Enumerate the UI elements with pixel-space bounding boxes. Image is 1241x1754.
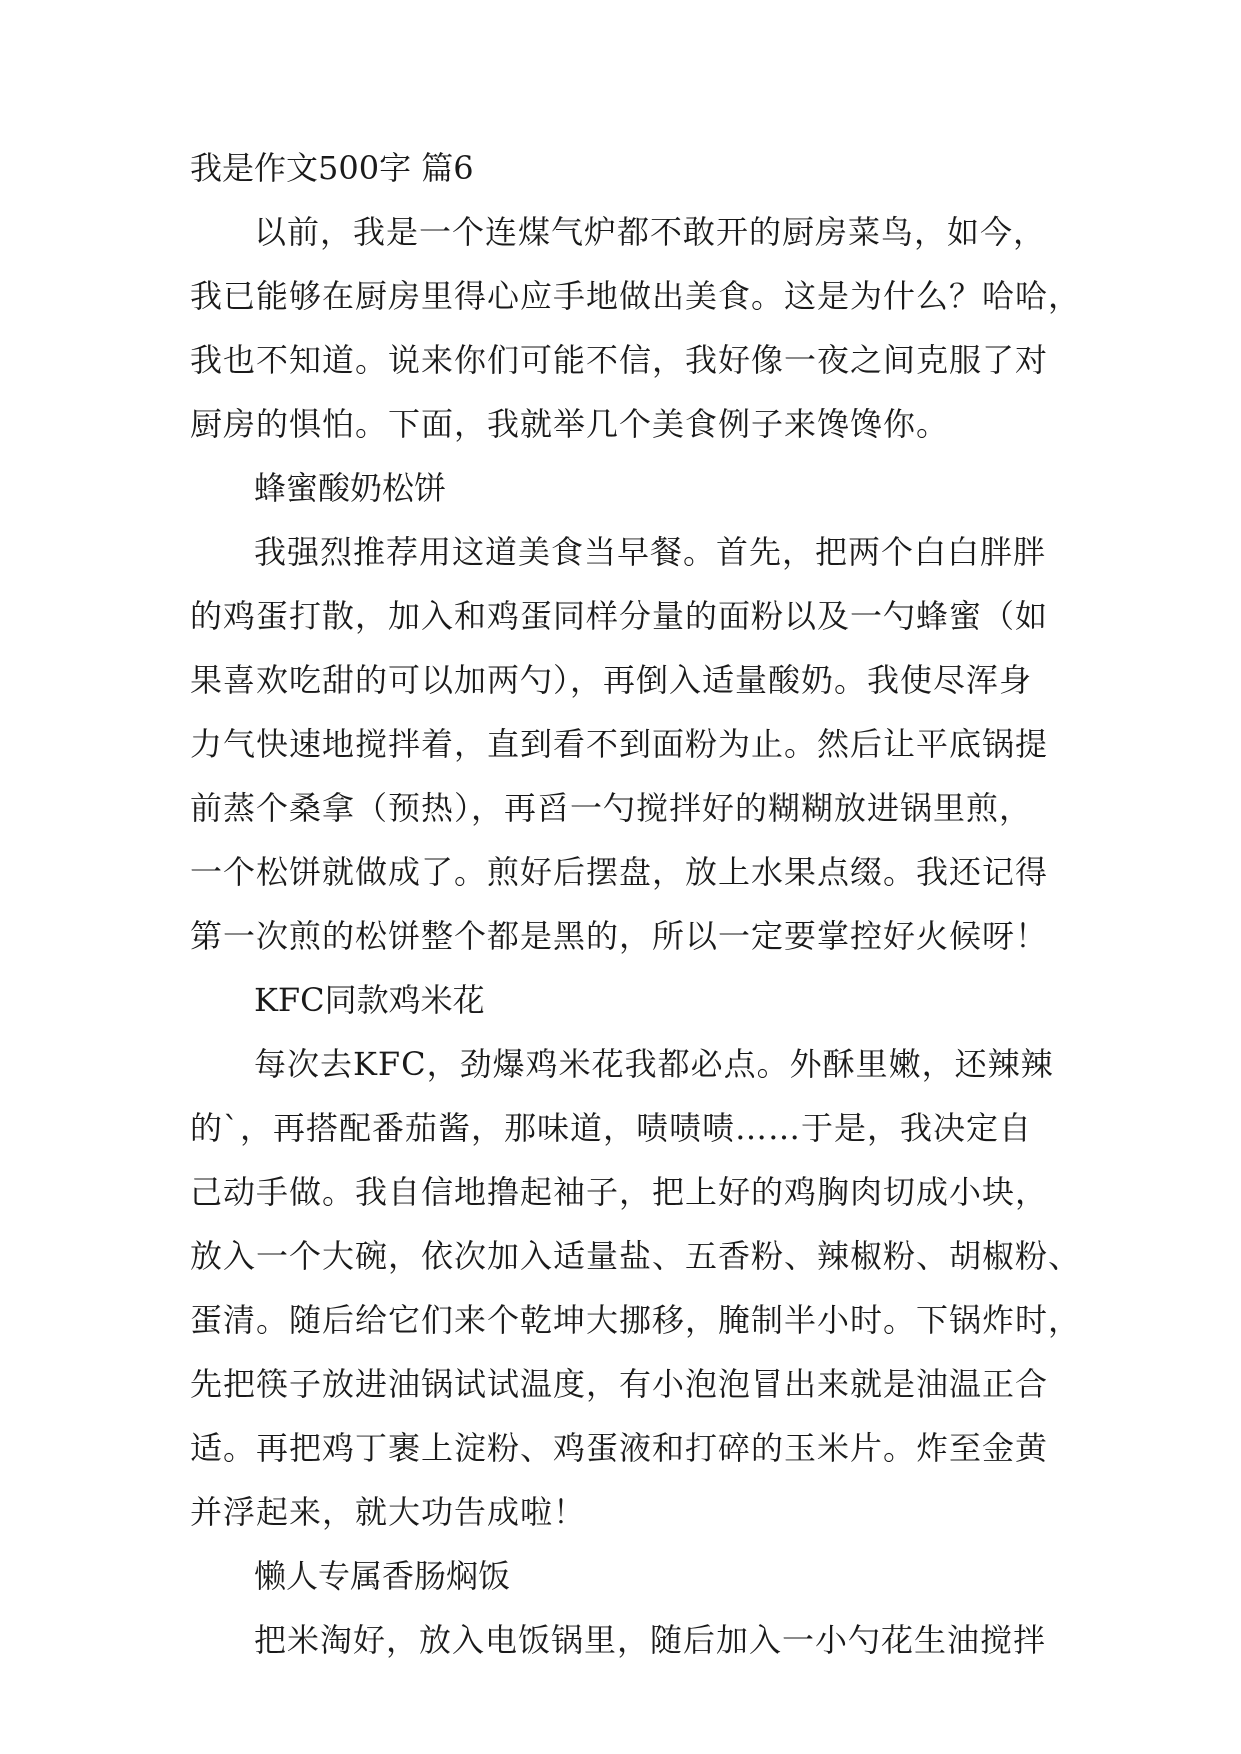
paragraph-line: 放入一个大碗，依次加入适量盐、五香粉、辣椒粉、胡椒粉、 (190, 1237, 1082, 1275)
paragraph-line: 我也不知道。说来你们可能不信，我好像一夜之间克服了对 (190, 341, 1049, 379)
paragraph-line: 第一次煎的松饼整个都是黑的，所以一定要掌控好火候呀！ (190, 917, 1049, 955)
section-heading: 蜂蜜酸奶松饼 (254, 469, 447, 507)
document-title: 我是作文500字 篇6 (190, 149, 474, 187)
paragraph-line: 把米淘好，放入电饭锅里，随后加入一小勺花生油搅拌 (254, 1621, 1047, 1659)
paragraph-line: 一个松饼就做成了。煎好后摆盘，放上水果点缀。我还记得 (190, 853, 1049, 891)
paragraph-line: 果喜欢吃甜的可以加两勺），再倒入适量酸奶。我使尽浑身 (190, 661, 1033, 699)
section-heading: KFC同款鸡米花 (254, 981, 485, 1019)
paragraph-line: 蛋清。随后给它们来个乾坤大挪移，腌制半小时。下锅炸时， (190, 1301, 1082, 1339)
paragraph-line: 力气快速地搅拌着，直到看不到面粉为止。然后让平底锅提 (190, 725, 1049, 763)
paragraph-line: 厨房的惧怕。下面，我就举几个美食例子来馋馋你。 (190, 405, 950, 443)
paragraph-line: 先把筷子放进油锅试试温度，有小泡泡冒出来就是油温正合 (190, 1365, 1049, 1403)
paragraph-line: 前蒸个桑拿（预热），再舀一勺搅拌好的糊糊放进锅里煎， (190, 789, 1033, 827)
paragraph-line: 以前，我是一个连煤气炉都不敢开的厨房菜鸟，如今， (254, 213, 1047, 251)
paragraph-line: 我已能够在厨房里得心应手地做出美食。这是为什么？哈哈， (190, 277, 1082, 315)
paragraph-line: 的`，再搭配番茄酱，那味道，啧啧啧……于是，我决定自 (190, 1109, 1033, 1147)
paragraph-line: 的鸡蛋打散，加入和鸡蛋同样分量的面粉以及一勺蜂蜜（如 (190, 597, 1049, 635)
paragraph-line: 我强烈推荐用这道美食当早餐。首先，把两个白白胖胖 (254, 533, 1047, 571)
paragraph-line: 己动手做。我自信地撸起袖子，把上好的鸡胸肉切成小块， (190, 1173, 1049, 1211)
paragraph-line: 并浮起来，就大功告成啦！ (190, 1493, 587, 1531)
section-heading: 懒人专属香肠焖饭 (254, 1557, 511, 1595)
paragraph-line: 适。再把鸡丁裹上淀粉、鸡蛋液和打碎的玉米片。炸至金黄 (190, 1429, 1049, 1467)
paragraph-line: 每次去KFC，劲爆鸡米花我都必点。外酥里嫩，还辣辣 (254, 1045, 1054, 1083)
